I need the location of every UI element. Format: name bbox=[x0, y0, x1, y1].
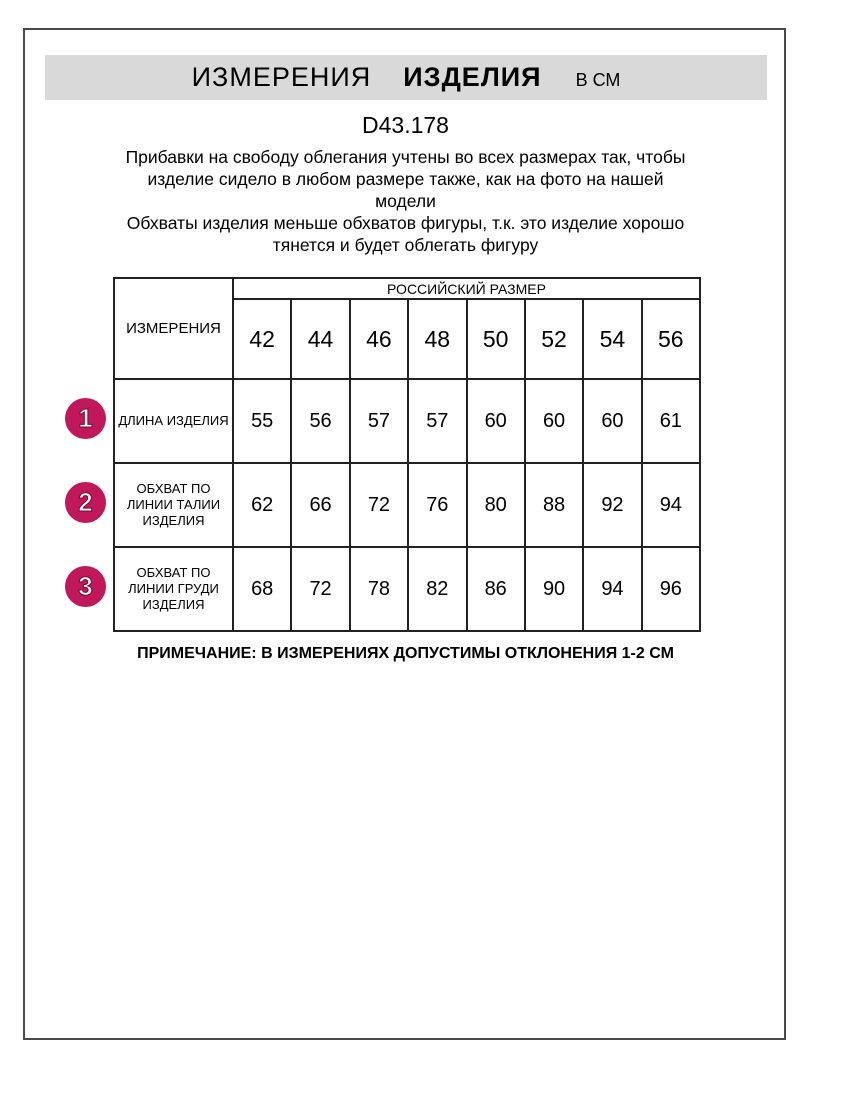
value-cell: 60 bbox=[583, 379, 641, 463]
intro-p2-line1: Обхваты изделия меньше обхватов фигуры, т.к. это изделие хорошо bbox=[126, 213, 685, 233]
value-cell: 88 bbox=[525, 463, 583, 547]
size-header-cell: 54 bbox=[583, 299, 641, 379]
table-row-chest bbox=[114, 547, 700, 631]
value-cell: 90 bbox=[525, 547, 583, 631]
value-cell: 78 bbox=[350, 547, 408, 631]
intro-p1-line2: изделие сидело в любом размере также, как на фото на нашей bbox=[147, 169, 664, 189]
row-number-badge-1: 1 bbox=[65, 398, 106, 439]
size-header-cell: 48 bbox=[408, 299, 466, 379]
size-header-cell: 42 bbox=[233, 299, 291, 379]
title-product: ИЗДЕЛИЯ bbox=[403, 62, 542, 92]
value-cell: 86 bbox=[467, 547, 525, 631]
value-cell: 56 bbox=[291, 379, 349, 463]
value-cell: 57 bbox=[408, 379, 466, 463]
value-cell: 80 bbox=[467, 463, 525, 547]
value-cell: 82 bbox=[408, 547, 466, 631]
value-cell: 60 bbox=[467, 379, 525, 463]
size-header-cell: 56 bbox=[642, 299, 700, 379]
value-cell: 94 bbox=[583, 547, 641, 631]
note-text: ПРИМЕЧАНИЕ: В ИЗМЕРЕНИЯХ ДОПУСТИМЫ ОТКЛОНЕНИЯ 1-2 СМ bbox=[137, 645, 674, 662]
value-cell: 72 bbox=[350, 463, 408, 547]
product-code: D43.178 bbox=[362, 112, 449, 138]
size-header-cell: 52 bbox=[525, 299, 583, 379]
size-header-cell: 44 bbox=[291, 299, 349, 379]
corner-header-cell: ИЗМЕРЕНИЯ bbox=[114, 278, 233, 379]
value-cell: 55 bbox=[233, 379, 291, 463]
value-cell: 57 bbox=[350, 379, 408, 463]
row-number-badge-2: 2 bbox=[65, 482, 106, 523]
value-cell: 66 bbox=[291, 463, 349, 547]
size-group-header: РОССИЙСКИЙ РАЗМЕР bbox=[233, 278, 700, 299]
size-table bbox=[113, 277, 701, 632]
value-cell: 68 bbox=[233, 547, 291, 631]
value-cell: 61 bbox=[642, 379, 700, 463]
intro-p1-line3: модели bbox=[375, 191, 436, 211]
table-row-waist bbox=[114, 463, 700, 547]
intro-p2-line2: тянется и будет облегать фигуру bbox=[272, 235, 539, 255]
value-cell: 96 bbox=[642, 547, 700, 631]
row-label-cell: ОБХВАТ ПО ЛИНИИ ГРУДИ ИЗДЕЛИЯ bbox=[114, 547, 233, 631]
row-label-cell: ДЛИНА ИЗДЕЛИЯ bbox=[114, 379, 233, 463]
value-cell: 60 bbox=[525, 379, 583, 463]
value-cell: 72 bbox=[291, 547, 349, 631]
value-cell: 62 bbox=[233, 463, 291, 547]
row-number-badge-3: 3 bbox=[65, 566, 106, 607]
table-row-length bbox=[114, 379, 700, 463]
row-label-cell: ОБХВАТ ПО ЛИНИИ ТАЛИИ ИЗДЕЛИЯ bbox=[114, 463, 233, 547]
table-group-header-row bbox=[114, 278, 700, 299]
size-header-cell: 46 bbox=[350, 299, 408, 379]
value-cell: 92 bbox=[583, 463, 641, 547]
intro-p1-line1: Прибавки на свободу облегания учтены во всех размерах так, чтобы bbox=[125, 147, 686, 167]
value-cell: 76 bbox=[408, 463, 466, 547]
value-cell: 94 bbox=[642, 463, 700, 547]
title-bar bbox=[45, 55, 767, 100]
size-header-cell: 50 bbox=[467, 299, 525, 379]
title-unit: В СМ bbox=[575, 70, 621, 90]
title-measurements: ИЗМЕРЕНИЯ bbox=[191, 62, 372, 92]
